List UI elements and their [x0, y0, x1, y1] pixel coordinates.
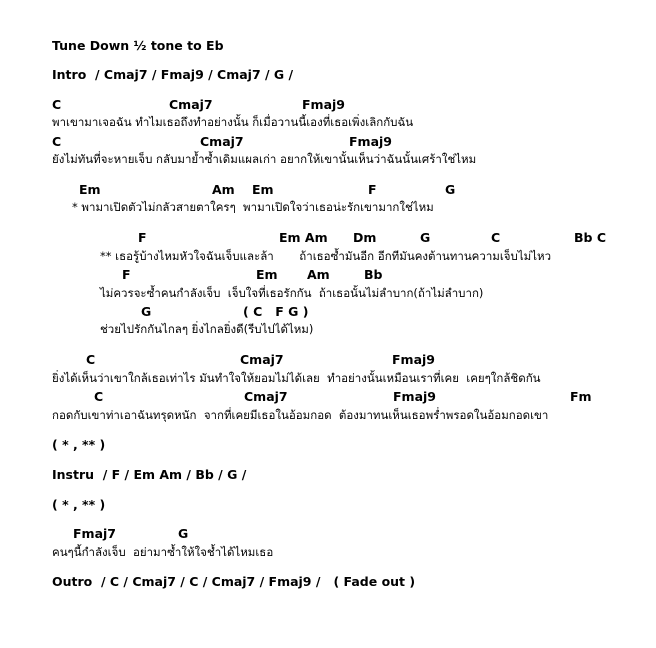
chord: C: [491, 230, 501, 245]
chord: Cmaj7: [169, 97, 213, 112]
chord: G: [178, 526, 189, 541]
chord: Fmaj9: [302, 97, 345, 112]
lyric-line: ช่วยไปรักกันไกลๆ ยิ่งไกลยิ่งดี(รีบไปได้ไหม): [100, 322, 314, 336]
chord: G: [445, 182, 456, 197]
chord: Dm: [353, 230, 377, 245]
chord: C: [52, 134, 62, 149]
tuning-note: Tune Down ½ tone to Eb: [52, 38, 224, 53]
chord: ( C F G ): [243, 304, 309, 319]
chord: Cmaj7: [244, 389, 288, 404]
lyric-line: ยิ่งได้เห็นว่าเขาใกล้เธอเท่าไร มันทำใจให้ยอมไม่ได้เลย ทำอย่างนั้นเหมือนเราที่เคย เคยๆใกล้ชิดกัน: [52, 371, 541, 385]
chord: Fm: [570, 389, 592, 404]
outro-line: Outro / C / Cmaj7 / C / Cmaj7 / Fmaj9 / ( Fade out ): [52, 574, 416, 589]
chord: Fmaj9: [349, 134, 392, 149]
chord: Em: [79, 182, 101, 197]
chord: F: [138, 230, 147, 245]
chord: C: [86, 352, 96, 367]
lyric-line: * พามาเปิดตัวไม่กลัวสายตาใครๆ พามาเปิดใจว่าเธอน่ะรักเขามากใช่ไหม: [72, 200, 434, 214]
lyric-line: กอดกับเขาท่าเอาฉันทรุดหนัก จากที่เคยมีเธอในอ้อมกอด ต้องมาทนเห็นเธอพร่ำพรอดในอ้อมกอดเขา: [52, 408, 549, 422]
chord: Am: [307, 267, 330, 282]
chord: Em: [256, 267, 278, 282]
chord: Fmaj9: [393, 389, 436, 404]
chord: Cmaj7: [240, 352, 284, 367]
chord: Em Am: [279, 230, 328, 245]
repeat-marker: ( * , ** ): [52, 437, 106, 452]
repeat-marker: ( * , ** ): [52, 497, 106, 512]
chord: C: [52, 97, 62, 112]
chord: Cmaj7: [200, 134, 244, 149]
lyric-line: ยังไม่ทันที่จะหายเจ็บ กลับมาย้ำซ้ำเดิมแผลเก่า อยากให้เขานั้นเห็นว่าฉันนั้นเศร้าใช่ไหม: [52, 152, 477, 166]
chord: Fmaj7: [73, 526, 116, 541]
chord: Fmaj9: [392, 352, 435, 367]
chord: Em: [252, 182, 274, 197]
instru-line: Instru / F / Em Am / Bb / G /: [52, 467, 247, 482]
chord: F: [122, 267, 131, 282]
chord: Bb: [364, 267, 383, 282]
lyric-line: คนๆนี้กำลังเจ็บ อย่ามาซ้ำให้ใจช้ำได้ไหมเธอ: [52, 545, 274, 559]
chord: F: [368, 182, 377, 197]
chord: Bb C: [574, 230, 607, 245]
intro-line: Intro / Cmaj7 / Fmaj9 / Cmaj7 / G /: [52, 67, 294, 82]
lyric-line: พาเขามาเจอฉัน ทำไมเธอถึงทำอย่างนั้น ก็เมื่อวานนี้เองที่เธอเพิ่งเลิกกับฉัน: [52, 115, 414, 129]
chord: Am: [212, 182, 235, 197]
chord: C: [94, 389, 104, 404]
chord: G: [420, 230, 431, 245]
lyric-line: ** เธอรู้บ้างไหมหัวใจฉันเจ็บและล้า ถ้าเธอซ้ำมันอีก อีกทีมันคงต้านทานความเจ็บไม่ไหว: [100, 249, 552, 263]
chord: G: [141, 304, 152, 319]
lyric-line: ไม่ควรจะซ้ำคนกำลังเจ็บ เจ็บใจที่เธอรักกัน ถ้าเธอนั้นไม่ลำบาก(ถ้าไม่ลำบาก): [100, 286, 484, 300]
